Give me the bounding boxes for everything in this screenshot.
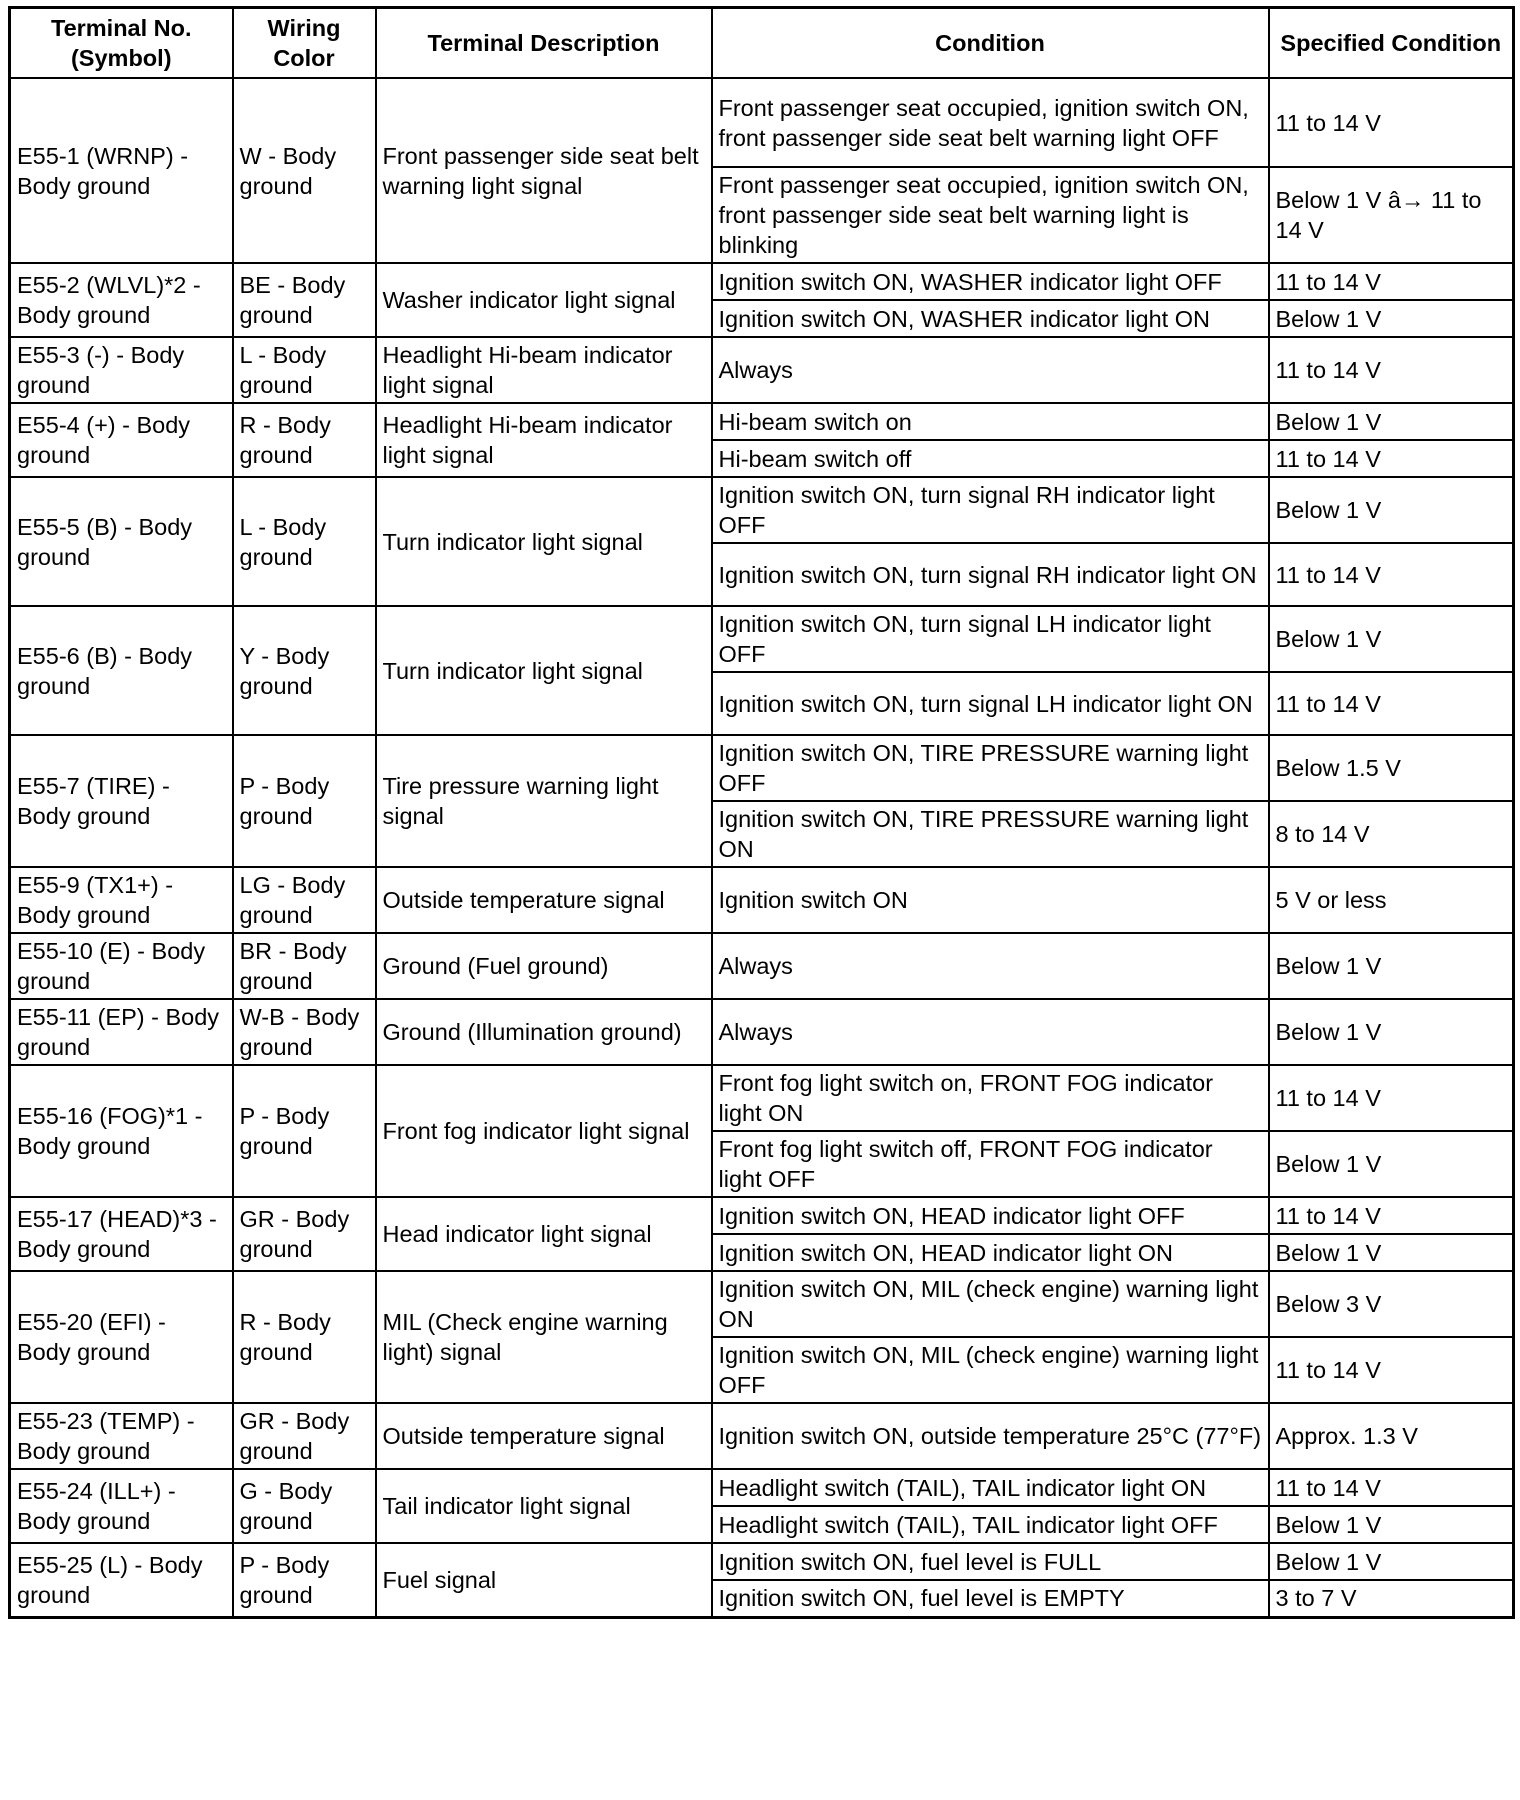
header-terminal-description: Terminal Description	[376, 8, 712, 79]
wiring-color-cell: P - Body ground	[233, 1543, 376, 1617]
terminal-description-cell: Outside temperature signal	[376, 1403, 712, 1469]
condition-cell: Always	[712, 337, 1269, 403]
terminal-description-cell: Headlight Hi-beam indicator light signal	[376, 403, 712, 477]
specified-condition-cell: Below 1 V	[1269, 933, 1514, 999]
condition-cell: Ignition switch ON, MIL (check engine) warning light ON	[712, 1271, 1269, 1337]
specified-condition-cell: 11 to 14 V	[1269, 1469, 1514, 1506]
specified-condition-cell: 11 to 14 V	[1269, 337, 1514, 403]
condition-cell: Headlight switch (TAIL), TAIL indicator light ON	[712, 1469, 1269, 1506]
wiring-color-cell: P - Body ground	[233, 1065, 376, 1197]
table-row	[10, 477, 1514, 543]
terminal-description-cell: Head indicator light signal	[376, 1197, 712, 1271]
table-row	[10, 606, 1514, 672]
header-wiring-color: Wiring Color	[233, 8, 376, 79]
terminal-cell: E55-2 (WLVL)*2 - Body ground	[10, 263, 233, 337]
wiring-color-cell: Y - Body ground	[233, 606, 376, 735]
terminal-cell: E55-1 (WRNP) - Body ground	[10, 78, 233, 263]
table-row	[10, 1197, 1514, 1234]
condition-cell: Front passenger seat occupied, ignition switch ON, front passenger side seat belt warning light is blinking	[712, 167, 1269, 263]
specified-condition-cell: 5 V or less	[1269, 867, 1514, 933]
specified-condition-cell: Below 1 V	[1269, 1506, 1514, 1543]
terminal-cell: E55-9 (TX1+) - Body ground	[10, 867, 233, 933]
wiring-color-cell: GR - Body ground	[233, 1403, 376, 1469]
terminal-spec-table	[8, 6, 1515, 1619]
terminal-cell: E55-6 (B) - Body ground	[10, 606, 233, 735]
table-row	[10, 337, 1514, 403]
condition-cell: Ignition switch ON, turn signal LH indicator light OFF	[712, 606, 1269, 672]
terminal-cell: E55-20 (EFI) - Body ground	[10, 1271, 233, 1403]
wiring-color-cell: L - Body ground	[233, 477, 376, 606]
condition-cell: Ignition switch ON, HEAD indicator light ON	[712, 1234, 1269, 1271]
terminal-description-cell: MIL (Check engine warning light) signal	[376, 1271, 712, 1403]
specified-condition-cell: 11 to 14 V	[1269, 1337, 1514, 1403]
wiring-color-cell: W - Body ground	[233, 78, 376, 263]
condition-cell: Ignition switch ON, turn signal RH indicator light OFF	[712, 477, 1269, 543]
terminal-cell: E55-3 (-) - Body ground	[10, 337, 233, 403]
condition-cell: Ignition switch ON, turn signal LH indicator light ON	[712, 672, 1269, 735]
wiring-color-cell: BE - Body ground	[233, 263, 376, 337]
header-condition: Condition	[712, 8, 1269, 79]
terminal-description-cell: Ground (Illumination ground)	[376, 999, 712, 1065]
table-row	[10, 867, 1514, 933]
specified-condition-cell: 3 to 7 V	[1269, 1580, 1514, 1617]
wiring-color-cell: BR - Body ground	[233, 933, 376, 999]
wiring-color-cell: P - Body ground	[233, 735, 376, 867]
terminal-cell: E55-16 (FOG)*1 - Body ground	[10, 1065, 233, 1197]
terminal-description-cell: Turn indicator light signal	[376, 606, 712, 735]
table-row	[10, 1065, 1514, 1131]
table-row	[10, 735, 1514, 801]
terminal-spec-sheet	[8, 6, 1512, 1792]
table-body	[10, 78, 1514, 1617]
specified-condition-cell: Below 1 V â→ 11 to 14 V	[1269, 167, 1514, 263]
specified-condition-cell: 11 to 14 V	[1269, 1065, 1514, 1131]
specified-condition-cell: Below 1.5 V	[1269, 735, 1514, 801]
terminal-description-cell: Headlight Hi-beam indicator light signal	[376, 337, 712, 403]
specified-condition-cell: Below 1 V	[1269, 606, 1514, 672]
specified-condition-cell: Below 1 V	[1269, 1234, 1514, 1271]
terminal-cell: E55-24 (ILL+) - Body ground	[10, 1469, 233, 1543]
condition-cell: Ignition switch ON, fuel level is FULL	[712, 1543, 1269, 1580]
specified-condition-cell: Below 1 V	[1269, 403, 1514, 440]
specified-condition-cell: 11 to 14 V	[1269, 1197, 1514, 1234]
terminal-cell: E55-5 (B) - Body ground	[10, 477, 233, 606]
specified-condition-cell: Approx. 1.3 V	[1269, 1403, 1514, 1469]
condition-cell: Ignition switch ON, turn signal RH indicator light ON	[712, 543, 1269, 606]
terminal-description-cell: Washer indicator light signal	[376, 263, 712, 337]
specified-condition-cell: 11 to 14 V	[1269, 263, 1514, 300]
specified-condition-cell: 11 to 14 V	[1269, 440, 1514, 477]
terminal-description-cell: Ground (Fuel ground)	[376, 933, 712, 999]
condition-cell: Always	[712, 999, 1269, 1065]
specified-condition-cell: Below 3 V	[1269, 1271, 1514, 1337]
condition-cell: Hi-beam switch off	[712, 440, 1269, 477]
condition-cell: Ignition switch ON, WASHER indicator light ON	[712, 300, 1269, 337]
table-row	[10, 78, 1514, 167]
terminal-cell: E55-10 (E) - Body ground	[10, 933, 233, 999]
table-row	[10, 403, 1514, 440]
terminal-description-cell: Outside temperature signal	[376, 867, 712, 933]
table-row	[10, 263, 1514, 300]
terminal-description-cell: Tire pressure warning light signal	[376, 735, 712, 867]
wiring-color-cell: R - Body ground	[233, 403, 376, 477]
terminal-description-cell: Fuel signal	[376, 1543, 712, 1617]
wiring-color-cell: G - Body ground	[233, 1469, 376, 1543]
condition-cell: Ignition switch ON, outside temperature 25°C (77°F)	[712, 1403, 1269, 1469]
terminal-cell: E55-4 (+) - Body ground	[10, 403, 233, 477]
condition-cell: Ignition switch ON	[712, 867, 1269, 933]
terminal-cell: E55-17 (HEAD)*3 - Body ground	[10, 1197, 233, 1271]
terminal-cell: E55-25 (L) - Body ground	[10, 1543, 233, 1617]
terminal-description-cell: Turn indicator light signal	[376, 477, 712, 606]
condition-cell: Ignition switch ON, WASHER indicator light OFF	[712, 263, 1269, 300]
terminal-description-cell: Tail indicator light signal	[376, 1469, 712, 1543]
wiring-color-cell: GR - Body ground	[233, 1197, 376, 1271]
specified-condition-cell: Below 1 V	[1269, 1543, 1514, 1580]
specified-condition-cell: Below 1 V	[1269, 1131, 1514, 1197]
table-row	[10, 1271, 1514, 1337]
table-row	[10, 933, 1514, 999]
wiring-color-cell: R - Body ground	[233, 1271, 376, 1403]
specified-condition-cell: Below 1 V	[1269, 477, 1514, 543]
specified-condition-cell: 8 to 14 V	[1269, 801, 1514, 867]
condition-cell: Front fog light switch off, FRONT FOG indicator light OFF	[712, 1131, 1269, 1197]
specified-condition-cell: 11 to 14 V	[1269, 672, 1514, 735]
condition-cell: Ignition switch ON, TIRE PRESSURE warning light OFF	[712, 735, 1269, 801]
wiring-color-cell: LG - Body ground	[233, 867, 376, 933]
condition-cell: Ignition switch ON, fuel level is EMPTY	[712, 1580, 1269, 1617]
specified-condition-cell: 11 to 14 V	[1269, 78, 1514, 167]
table-row	[10, 1403, 1514, 1469]
condition-cell: Front fog light switch on, FRONT FOG indicator light ON	[712, 1065, 1269, 1131]
terminal-description-cell: Front fog indicator light signal	[376, 1065, 712, 1197]
condition-cell: Ignition switch ON, MIL (check engine) warning light OFF	[712, 1337, 1269, 1403]
table-header-row	[10, 8, 1514, 79]
wiring-color-cell: L - Body ground	[233, 337, 376, 403]
specified-condition-cell: Below 1 V	[1269, 999, 1514, 1065]
condition-cell: Always	[712, 933, 1269, 999]
specified-condition-cell: 11 to 14 V	[1269, 543, 1514, 606]
table-row	[10, 1469, 1514, 1506]
condition-cell: Hi-beam switch on	[712, 403, 1269, 440]
table-row	[10, 999, 1514, 1065]
header-specified-condition: Specified Condition	[1269, 8, 1514, 79]
condition-cell: Ignition switch ON, TIRE PRESSURE warning light ON	[712, 801, 1269, 867]
table-row	[10, 1543, 1514, 1580]
terminal-cell: E55-7 (TIRE) - Body ground	[10, 735, 233, 867]
header-terminal-no: Terminal No. (Symbol)	[10, 8, 233, 79]
wiring-color-cell: W-B - Body ground	[233, 999, 376, 1065]
condition-cell: Ignition switch ON, HEAD indicator light OFF	[712, 1197, 1269, 1234]
specified-condition-cell: Below 1 V	[1269, 300, 1514, 337]
terminal-description-cell: Front passenger side seat belt warning light signal	[376, 78, 712, 263]
terminal-cell: E55-11 (EP) - Body ground	[10, 999, 233, 1065]
terminal-cell: E55-23 (TEMP) - Body ground	[10, 1403, 233, 1469]
condition-cell: Front passenger seat occupied, ignition switch ON, front passenger side seat belt warning light OFF	[712, 78, 1269, 167]
condition-cell: Headlight switch (TAIL), TAIL indicator light OFF	[712, 1506, 1269, 1543]
